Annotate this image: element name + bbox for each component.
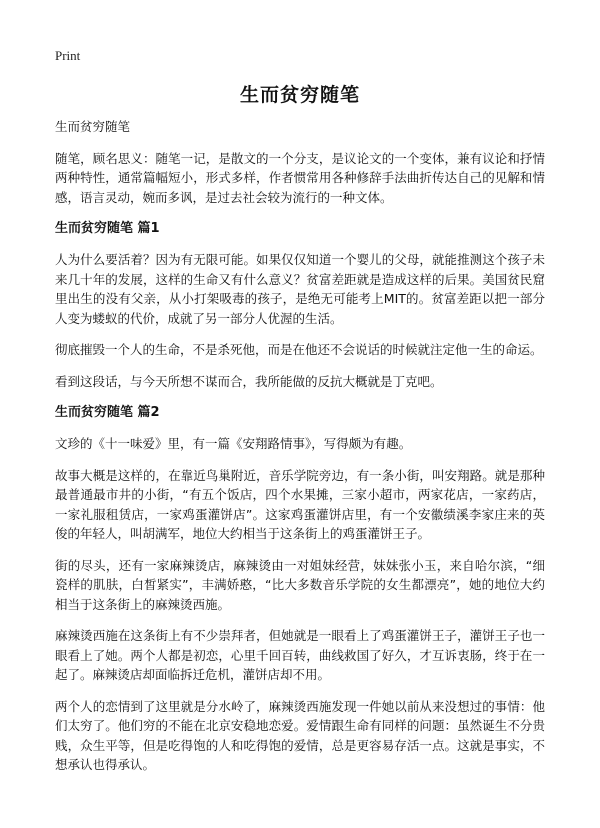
paragraph: 看到这段话，与今天所想不谋而合，我所能做的反抗大概就是丁克吧。 <box>55 373 443 389</box>
paragraph: 麻辣烫西施在这条街上有不少崇拜者，但她就是一眼看上了鸡蛋灌饼王子，灌饼王子也一眼看上了她。两个人都是初恋，心里千回百转，曲线救国了好久，才互诉衷肠，终于在一起了。麻辣烫店却面临拆迁危机，灌饼店却不用。 <box>55 628 545 682</box>
paragraph: 彻底摧毁一个人的生命，不是杀死他，而是在他还不会说话的时候就注定他一生的命运。 <box>55 342 543 357</box>
paragraph: 街的尽头，还有一家麻辣烫店，麻辣烫由一对姐妹经营，妹妹张小玉，来自哈尔滨，“细瓷样的肌肤，白皙紧实”，丰满娇憨，“比大多数音乐学院的女生都漂亮”，她的地位大约相当于这条街上的麻辣烫西施。 <box>55 557 545 612</box>
section-heading-2: 生而贫穷随笔 篇2 <box>55 405 160 420</box>
paragraph: 故事大概是这样的，在靠近鸟巢附近，音乐学院旁边，有一条小街，叫安翔路。就是那种最普通最市井的小街，“有五个饭店，四个水果摊，三家小超市，两家花店，一家药店，一家礼服租赁店，一家鸡蛋灌饼店”。这家鸡蛋灌饼店里，有一个安徽绩溪李家庄来的英俊的年轻人，叫胡满军，地位大约相当于这条街上的鸡蛋灌饼王子。 <box>55 467 545 541</box>
paragraph: 文珍的《十一味爱》里，有一篇《安翔路情事》，写得颇为有趣。 <box>55 436 412 451</box>
paragraph: 两个人的恋情到了这里就是分水岭了，麻辣烫西施发现一件她以前从来没想过的事情：他们太穷了。他们穷的不能在北京安稳地恋爱。爱情跟生命有同样的问题：虽然诞生不分贵贱，众生平等，但是吃得饱的人和吃得饱的爱情，总是更容易存活一点。这就是事实，不想承认也得承认。 <box>55 698 545 772</box>
section-heading-1: 生而贫穷随笔 篇1 <box>55 221 160 236</box>
page-title: 生而贫穷随笔 <box>239 84 360 106</box>
intro-paragraph: 随笔，顾名思义：随笔一记，是散文的一个分支，是议论文的一个变体，兼有议论和抒情两种特性，通常篇幅短小，形式多样，作者惯常用各种修辞手法曲折传达自己的见解和情感，语言灵动，婉而多讽，是过去社会较为流行的一种文体。 <box>55 150 545 205</box>
subtitle: 生而贫穷随笔 <box>55 119 131 134</box>
paragraph: 人为什么要活着？因为有无限可能。如果仅仅知道一个婴儿的父母，就能推测这个孩子未来几十年的发展，这样的生命又有什么意义？贫富差距就是造成这样的后果。美国贫民窟里出生的没有父亲，从小打架吸毒的孩子，是绝无可能考上MIT的。贫富差距以把一部分人变为蝼蚁的代价，成就了另一部分人优渥的生活。 <box>55 252 545 326</box>
article-body <box>55 117 545 787</box>
print-link[interactable]: Print <box>55 48 81 63</box>
